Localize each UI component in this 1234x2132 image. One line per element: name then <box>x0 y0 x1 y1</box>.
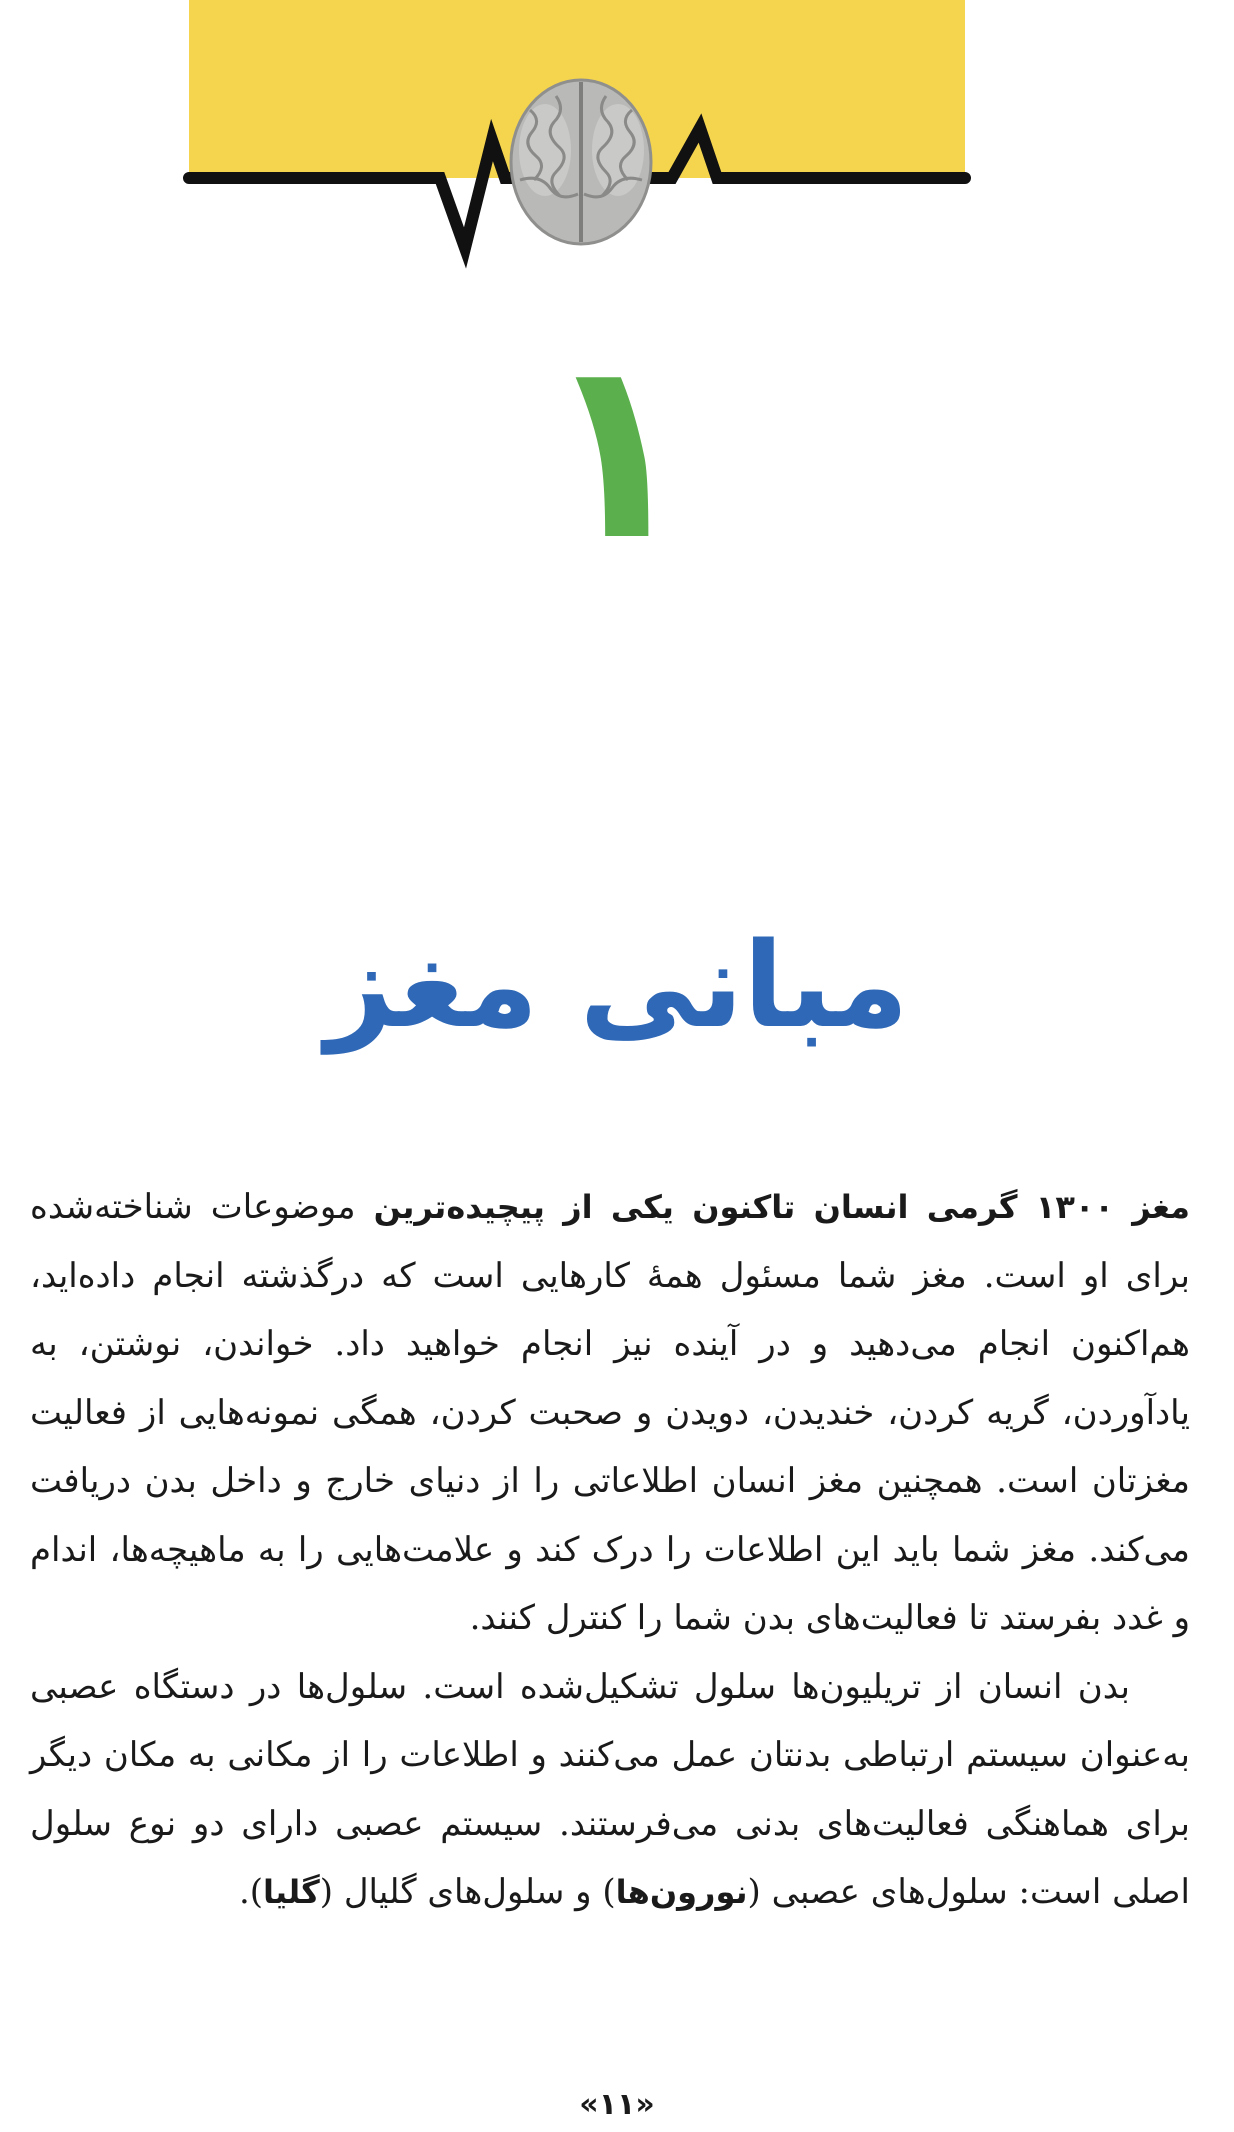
paragraph-2 <box>30 1653 1190 1927</box>
body-text <box>30 1173 1190 1927</box>
page-number: «۱۱» <box>579 2087 655 2122</box>
brain-icon <box>511 80 651 244</box>
header-graphic <box>0 0 1234 280</box>
chapter-title: مبانی مغز <box>325 916 909 1054</box>
paragraph-text: ). <box>238 1872 264 1912</box>
paragraph-1 <box>30 1173 1190 1653</box>
term-glia: گلیا <box>263 1873 320 1911</box>
paragraph-text: ) و سلول‌های گلیال ( <box>319 1872 616 1912</box>
paragraph-text: بدن انسان از تریلیون‌ها سلول تشکیل‌شده است. سلول‌ها در دستگاه عصبی به‌عنوان سیستم ارتباطی بدنتان عمل می‌کنند و اطلاعات را از مکانی به مکان دیگر برای هماهنگی فعالیت‌های بدنی می‌فرستند. سیستم عصبی دارای دو نوع سلول اصلی است: سلول‌های عصبی ( <box>30 1666 1190 1912</box>
term-neurons: نورون‌ها <box>615 1873 748 1911</box>
paragraph-text: موضوعات شناخته‌شده برای او است. مغز شما مسئول همهٔ کارهایی است که درگذشته انجام داده‌اید، هم‌اکنون انجام می‌دهید و در آینده نیز انجام خواهید داد. خواندن، نوشتن، به یادآوردن، گریه کردن، خندیدن، دویدن و صحبت کردن، همگی نمونه‌هایی از فعالیت مغزتان است. همچنین مغز انسان اطلاعاتی را از دنیای خارج و داخل بدن دریافت می‌کند. مغز شما باید این اطلاعات را درک کند و علامت‌هایی را به ماهیچه‌ها، اندام و غدد بفرستد تا فعالیت‌های بدن شما را کنترل کنند. <box>30 1187 1190 1638</box>
chapter-number: ۱ <box>540 304 694 595</box>
bold-phrase: مغز ۱۳۰۰ گرمی انسان تاکنون یکی از پیچیده‌ترین <box>373 1188 1190 1226</box>
